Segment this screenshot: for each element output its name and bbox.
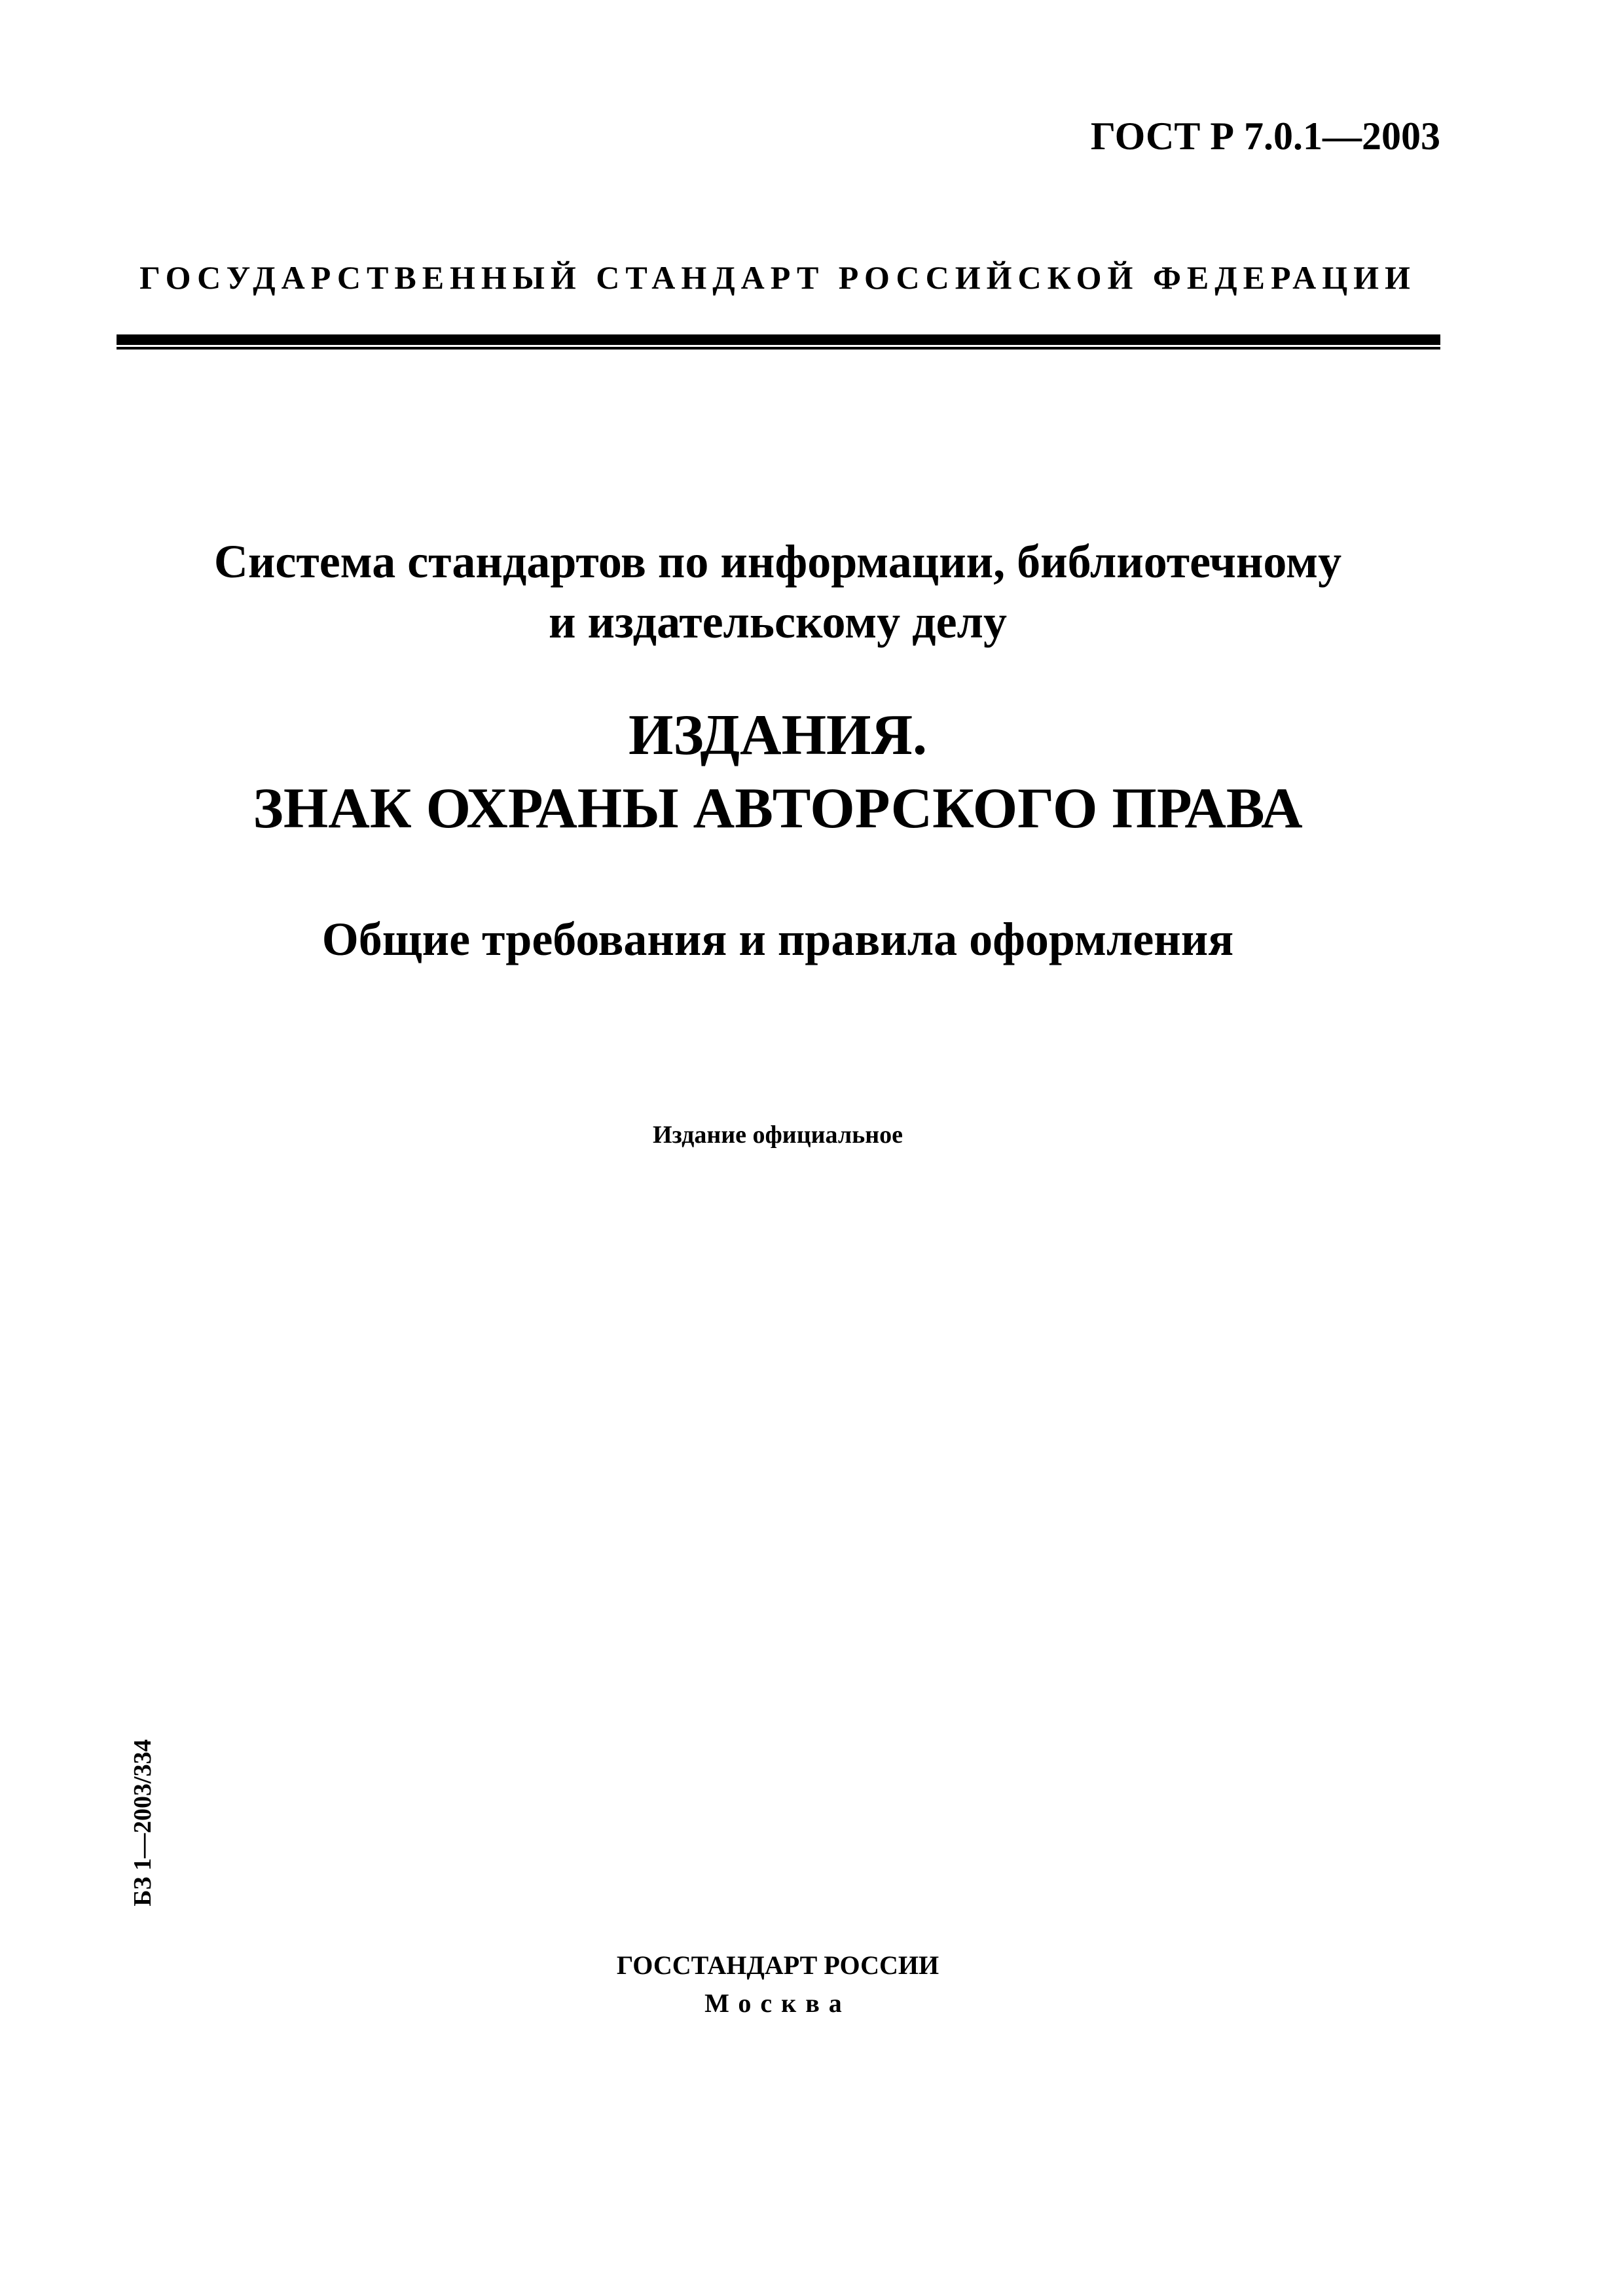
series-title-line-1: Система стандартов по информации, библиотечному — [213, 535, 1342, 588]
side-code: БЗ 1—2003/334 — [129, 1739, 156, 1907]
header-rule-thin — [117, 347, 1440, 350]
main-title-line-2: ЗНАК ОХРАНЫ АВТОРСКОГО ПРАВА — [253, 777, 1303, 840]
city: Москва — [704, 1988, 851, 2018]
main-title — [115, 699, 1440, 846]
publisher: ГОССТАНДАРТ РОССИИ — [616, 1950, 939, 1980]
series-title-line-2: и издательскому делу — [549, 596, 1007, 648]
edition-label: Издание официальное — [652, 1121, 903, 1149]
subtitle: Общие требования и правила оформления — [321, 913, 1234, 965]
header-rule-thick — [117, 334, 1440, 345]
standard-code: ГОСТ Р 7.0.1—2003 — [1090, 115, 1440, 158]
state-standard-heading: ГОСУДАРСТВЕННЫЙ СТАНДАРТ РОССИЙСКОЙ ФЕДЕРАЦИИ — [139, 259, 1416, 296]
main-title-line-1: ИЗДАНИЯ. — [628, 704, 928, 767]
series-title — [115, 531, 1440, 652]
